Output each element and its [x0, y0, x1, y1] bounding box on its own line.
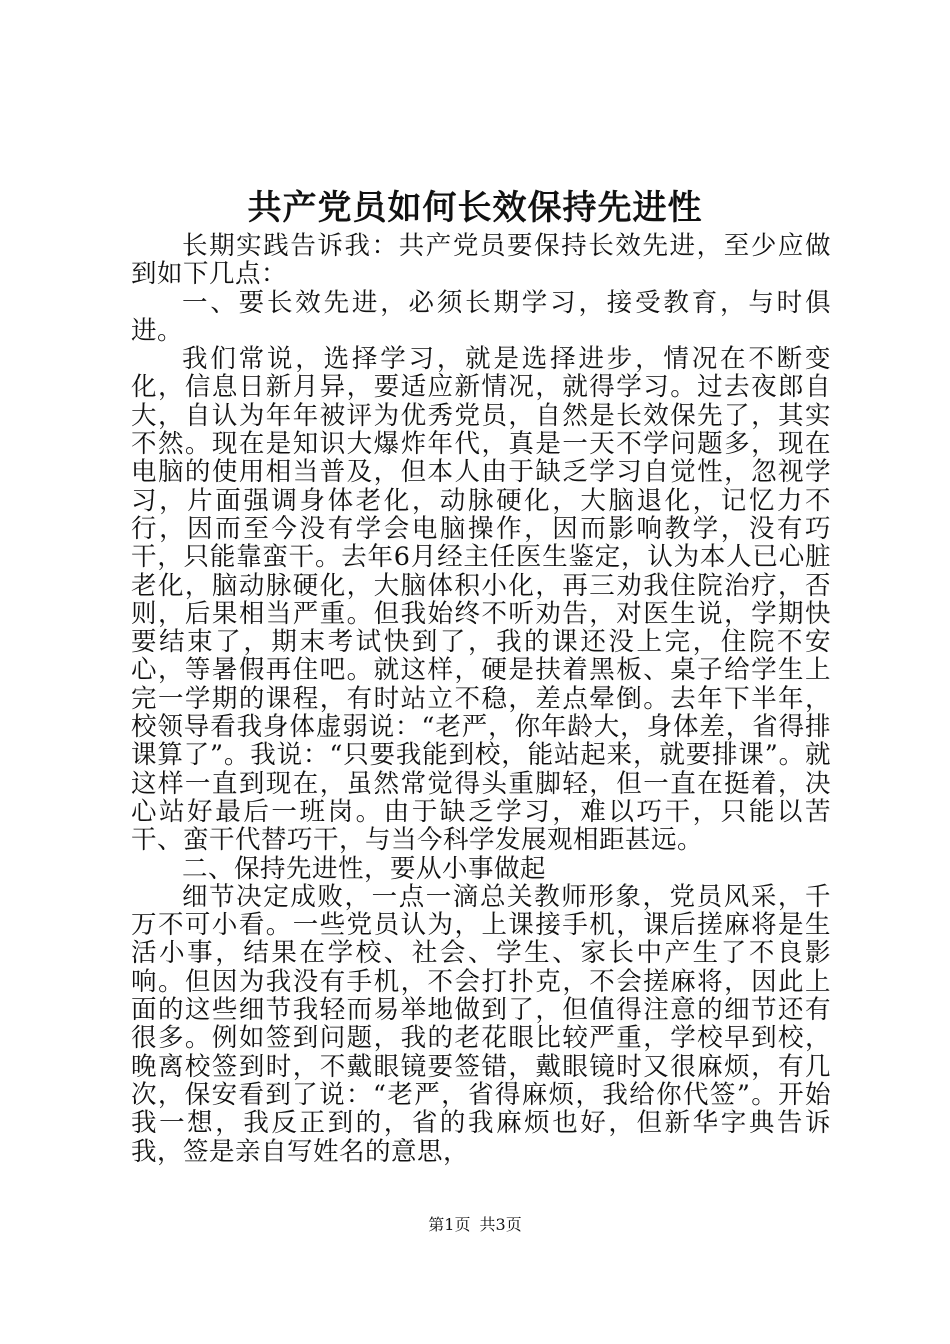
document-body — [131, 232, 831, 1166]
section-heading-2: 二、保持先进性，要从小事做起 — [182, 853, 547, 884]
document-title: 共产党员如何长效保持先进性 — [247, 188, 703, 228]
paragraph-section-1: 我们常说，选择学习，就是选择进步，情况在不断变化，信息日新月异，要适应新情况，就得学习。过去夜郎自大，自认为年年被评为优秀党员，自然是长效保先了，其实不然。现在是知识大爆炸年代，真是一天不学问题多，现在电脑的使用相当普及，但本人由于缺乏学习自觉性，忽视学习，片面强调身体老化，动脉硬化，大脑退化，记忆力不行，因而至今没有学会电脑操作，因而影响教学，没有巧干，只能靠蛮干。去年6月经主任医生鉴定，认为本人已心脏老化，脑动脉硬化，大脑体积小化，再三劝我住院治疗，否则，后果相当严重。但我始终不听劝告，对医生说，学期快要结束了，期末考试快到了，我的课还没上完，住院不安心，等暑假再住吧。就这样，硬是扶着黑板、桌子给学生上完一学期的课程，有时站立不稳，差点晕倒。去年下半年，校领导看我身体虚弱说：“老严，你年龄大，身体差，省得排课算了”。我说：“只要我能到校，能站起来，就要排课”。就这样一直到现在，虽然常觉得头重脚轻，但一直在挺着，决心站好最后一班岗。由于缺乏学习，难以巧干，只能以苦干、蛮干代替巧干，与当今科学发展观相距甚远。 — [131, 344, 831, 856]
page-number: 第1页 — [428, 1215, 471, 1234]
paragraph-intro: 长期实践告诉我：共产党员要保持长效先进，至少应做到如下几点： — [131, 231, 831, 290]
page-total: 共3页 — [479, 1215, 522, 1234]
paragraph-section-2: 细节决定成败，一点一滴总关教师形象，党员风采，千万不可小看。一些党员认为，上课接手机，课后搓麻将是生活小事，结果在学校、社会、学生、家长中产生了不良影响。但因为我没有手机，不会打扑克，不会搓麻将，因此上面的这些细节我轻而易举地做到了，但值得注意的细节还有很多。例如签到问题，我的老花眼比较严重，学校早到校，晚离校签到时，不戴眼镜要签错，戴眼镜时又很麻烦，有几次，保安看到了说：“老严，省得麻烦，我给你代签”。开始我一想，我反正到的，省的我麻烦也好，但新华字典告诉我，签是亲自写姓名的意思， — [131, 881, 831, 1167]
section-heading-1: 一、要长效先进，必须长期学习，接受教育，与时俱进。 — [131, 287, 831, 346]
page-footer — [0, 1213, 950, 1237]
